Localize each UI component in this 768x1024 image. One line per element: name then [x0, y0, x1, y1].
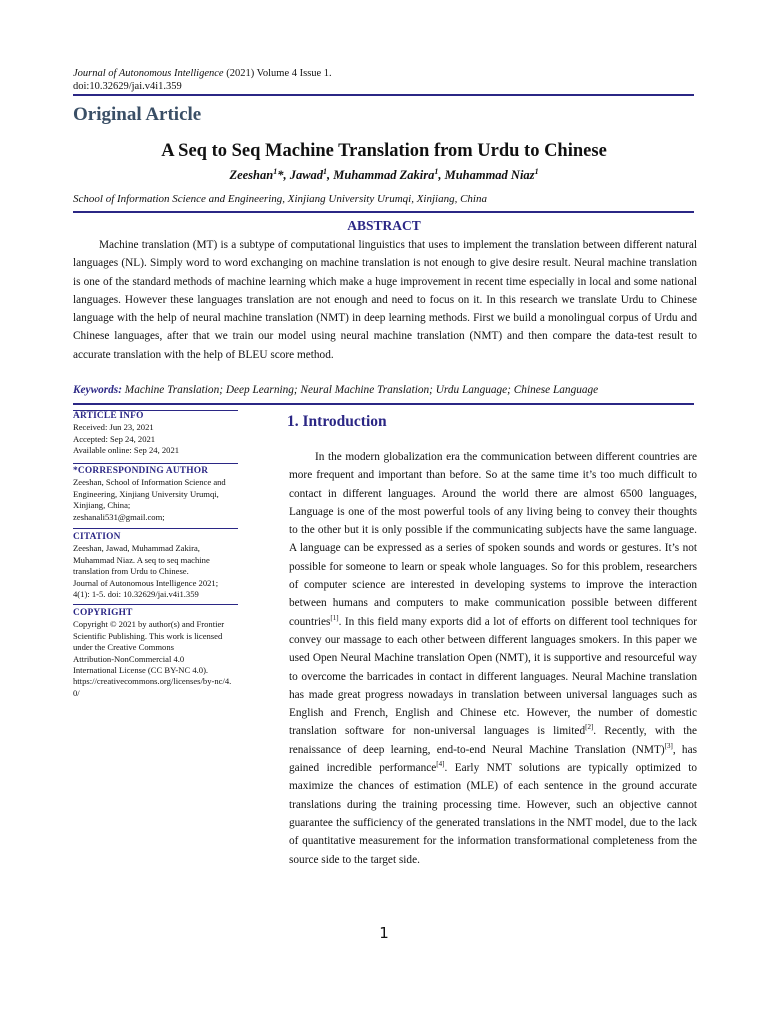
article-info-heading: ARTICLE INFO	[73, 411, 144, 421]
intro-text: . Early NMT solutions are typically optimized to maximize the chances of estimation (MLE) of each sentence in the ground accurate translations during the training processing time. However, such an objective cannot guarantee the sufficiency of the generated translations in the NMT model, due to the lack of quantitative measurement for the information transformational completeness from the source side to the target side.	[289, 762, 697, 866]
introduction-paragraph	[289, 448, 697, 869]
citation-block	[73, 532, 263, 600]
header-doi: doi:10.32629/jai.v4i1.359	[73, 81, 182, 92]
corresponding-author-block	[73, 466, 263, 523]
author-affil-mark: 1	[273, 167, 278, 176]
copyright-block	[73, 608, 263, 699]
reference-marker[interactable]: [1]	[330, 613, 339, 622]
corresponding-mark: *,	[277, 168, 290, 183]
journal-issue: (2021) Volume 4 Issue 1.	[223, 68, 332, 79]
article-info-line: Available online: Sep 24, 2021	[73, 445, 180, 456]
intro-text: . In this field many exports did a lot of efforts on different tool techniques for convey our massage to each other between different languages smokers. In this paper we used Open Neural Machine translation Open (NMT), it is supportive and resourceful way to overcome the barricades in contact in different languages. Neural Machine translation has made great progress nowadays in translation between universal languages such as English and French, English and Chinese etc. However, the number of domestic translation software for non-universal languages is limited	[289, 615, 697, 738]
intro-text: . Recently, with the renaissance of deep learning, end-to-end Neural Machine Translation (NMT)	[289, 725, 697, 756]
corresponding-line: Zeeshan, School of Information Science and	[73, 477, 226, 488]
article-info-line: Received: Jun 23, 2021	[73, 422, 154, 433]
article-info-line: Accepted: Sep 24, 2021	[73, 433, 156, 444]
author-name: , Muhammad Zakira	[327, 168, 435, 183]
author-name: Zeeshan	[229, 168, 274, 183]
keywords-divider	[73, 403, 694, 405]
citation-heading: CITATION	[73, 532, 121, 542]
citation-line: Zeeshan, Jawad, Muhammad Zakira,	[73, 543, 200, 554]
license-link[interactable]: https://creativecommons.org/licenses/by-nc/4.	[73, 676, 232, 687]
author-name: , Muhammad Niaz	[438, 168, 535, 183]
journal-name: Journal of Autonomous Intelligence	[73, 68, 224, 79]
corresponding-line: Xinjiang, China;	[73, 500, 131, 511]
section-heading-introduction: 1. Introduction	[287, 413, 387, 430]
keywords	[73, 384, 598, 396]
abstract-text: Machine translation (MT) is a subtype of computational linguistics that uses to implement the translation between different natural languages (NL). Simply word to word exchanging on machine translation is not enough to give desire result. Neural machine translation is one of the standard methods of machine learning which make a huge improvement in recent time especially in local and some national languages. However these languages translation are not enough and need to focus on it. In this research we translate Urdu to Chinese language with the help of neural machine translation (NMT) in deep learning methods. First we build a monolingual corpus of Urdu and Chinese languages, after that we train our model using neural machine translation (NMT) and then compare the data-test result to accurate translation with the help of BLEU score method.	[73, 239, 697, 361]
sidebar-divider	[73, 604, 238, 605]
keywords-label: Keywords:	[73, 384, 122, 396]
journal-citation	[73, 67, 332, 80]
copyright-line: under the Creative Commons	[73, 642, 174, 653]
citation-line: Muhammad Niaz. A seq to seq machine	[73, 554, 210, 565]
keywords-text: Machine Translation; Deep Learning; Neural Machine Translation; Urdu Language; Chinese Language	[121, 384, 599, 396]
author-list	[0, 167, 768, 183]
intro-text: In the modern globalization era the communication between different countries are more frequent and important than before. So at the same time it’s too much difficult to contact in different languages. Around the world there are almost 6500 languages, Language is one of the most powerful tools of any living being to convey their thoughts to the other but it is only possible if the communicating subjects have the same language. A language can be expressed as a series of spoken sounds and words or gestures. It’s not possible for someone to learn or speak whole languages. So for this problem, researchers of computer science are interested in developing systems to improve the interaction between humans and computers to make communication possible between different countries	[289, 451, 697, 628]
reference-marker[interactable]: [2]	[585, 723, 594, 732]
citation-line: Journal of Autonomous Intelligence 2021;	[73, 577, 219, 588]
copyright-line: Scientific Publishing. This work is licensed	[73, 630, 223, 641]
license-link-end[interactable]: 0/	[73, 687, 80, 698]
citation-line: translation from Urdu to Chinese.	[73, 566, 189, 577]
citation-line: 4(1): 1-5. doi: 10.32629/jai.v4i1.359	[73, 589, 199, 600]
corresponding-email: zeshanali531@gmail.com;	[73, 511, 165, 522]
header-divider	[73, 94, 694, 96]
paper-title: A Seq to Seq Machine Translation from Urdu to Chinese	[161, 141, 607, 161]
article-info-block	[73, 411, 263, 457]
copyright-line: Attribution-NonCommercial 4.0	[73, 653, 185, 664]
page-number: 1	[379, 924, 389, 942]
affiliation: School of Information Science and Engineering, Xinjiang University Urumqi, Xinjiang, China	[73, 193, 487, 205]
abstract-heading: ABSTRACT	[347, 218, 421, 233]
sidebar-divider	[73, 463, 238, 464]
intro-text: , has gained incredible performance	[289, 743, 697, 775]
copyright-heading: COPYRIGHT	[73, 608, 133, 618]
author-affil-mark: 1	[434, 167, 439, 176]
author-affil-mark: 1	[323, 167, 328, 176]
reference-marker[interactable]: [3]	[664, 741, 673, 750]
copyright-line: International License (CC BY-NC 4.0).	[73, 665, 209, 676]
corresponding-line: Engineering, Xinjiang University Urumqi,	[73, 488, 219, 499]
copyright-line: Copyright © 2021 by author(s) and Frontier	[73, 619, 225, 630]
author-affil-mark: 1	[534, 167, 539, 176]
author-name: Jawad	[289, 168, 324, 183]
article-type: Original Article	[73, 104, 202, 125]
sidebar-divider	[73, 528, 238, 529]
reference-marker[interactable]: [4]	[436, 760, 445, 769]
corresponding-heading: *CORRESPONDING AUTHOR	[73, 466, 209, 476]
affiliation-divider	[73, 211, 694, 213]
